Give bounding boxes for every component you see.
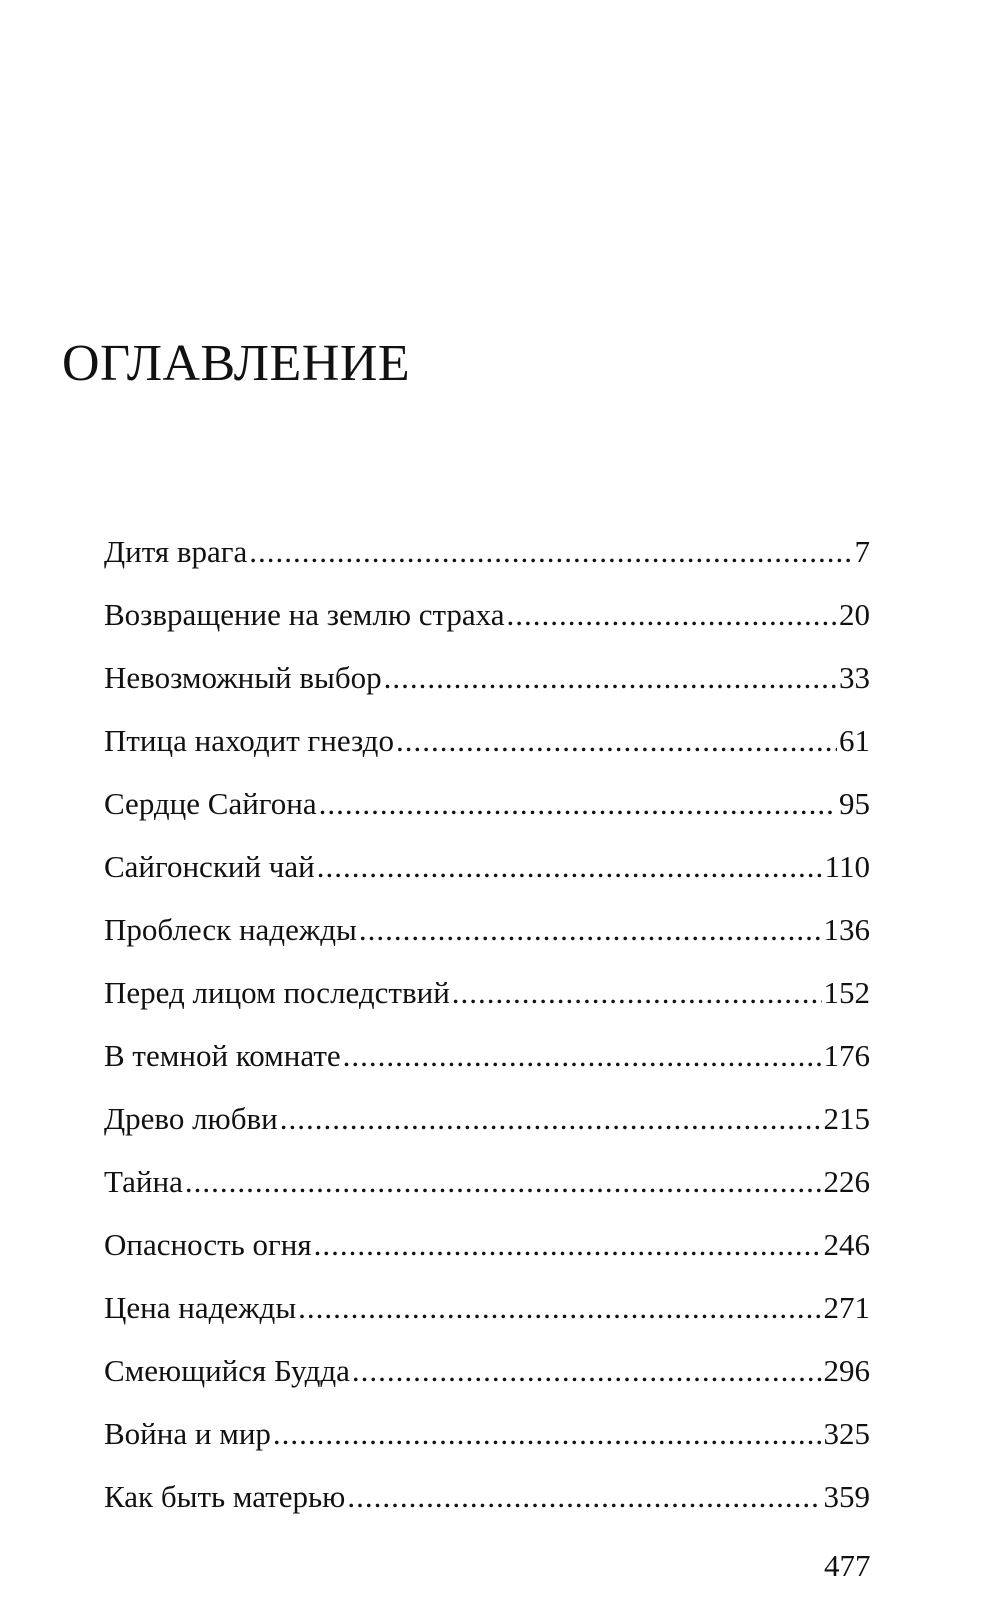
leader-dots [452,977,822,1008]
toc-entry [104,1103,870,1166]
toc-entry [104,914,870,977]
toc-entry [104,1292,870,1355]
toc-entry [104,977,870,1040]
toc-entry-page: 33 [839,660,870,695]
leader-dots [359,914,822,945]
toc-entry-title: Как быть матерью [104,1479,346,1514]
toc-entry [104,662,870,725]
leader-dots [396,725,837,756]
page-title: ОГЛАВЛЕНИЕ [62,335,411,392]
toc-entry-title: Сайгонский чай [104,849,315,884]
toc-entry [104,1355,870,1418]
leader-dots [319,788,837,819]
toc-entry-title: Невозможный выбор [104,660,382,695]
toc-entry-page: 152 [823,975,870,1010]
toc-entry [104,1166,870,1229]
toc-entry-page: 226 [823,1164,870,1199]
toc-entry-page: 20 [839,597,870,632]
leader-dots [507,599,837,630]
toc-entry-title: Опасность огня [104,1227,312,1262]
toc-entry-page: 176 [823,1038,870,1073]
toc-entry-title: Война и мир [104,1416,271,1451]
toc-entry [104,1418,870,1481]
toc-entry-page: 271 [823,1290,870,1325]
toc-entry-title: В темной комнате [104,1038,341,1073]
toc-entry [104,851,870,914]
page-number: 477 [824,1548,871,1583]
toc-entry-title: Проблеск надежды [104,912,357,947]
leader-dots [185,1166,822,1197]
toc-entry-page: 246 [823,1227,870,1262]
leader-dots [347,1481,821,1512]
toc-entry-page: 325 [823,1416,870,1451]
toc-entry [104,536,870,599]
toc-entry [104,1229,870,1292]
toc-entry-title: Птица находит гнездо [104,723,394,758]
toc-entry-page: 215 [823,1101,870,1136]
toc-entry [104,1481,870,1544]
leader-dots [343,1040,822,1071]
toc-entry [104,725,870,788]
toc-entry [104,599,870,662]
leader-dots [384,662,837,693]
toc-entry-title: Дитя врага [104,534,248,569]
table-of-contents [104,536,870,1544]
toc-entry-page: 7 [854,534,870,569]
toc-entry-title: Сердце Сайгона [104,786,317,821]
leader-dots [273,1418,822,1449]
toc-entry-page: 359 [823,1479,870,1514]
toc-entry-page: 110 [824,849,870,884]
toc-entry-title: Возвращение на землю страха [104,597,505,632]
leader-dots [280,1103,822,1134]
toc-entry [104,1040,870,1103]
toc-entry-page: 61 [839,723,870,758]
toc-entry-title: Тайна [104,1164,183,1199]
toc-entry-title: Цена надежды [104,1290,297,1325]
toc-entry-page: 136 [823,912,870,947]
toc-entry-page: 95 [839,786,870,821]
leader-dots [249,536,852,567]
toc-entry-title: Древо любви [104,1101,278,1136]
toc-entry-title: Смеющийся Будда [104,1353,350,1388]
toc-entry-page: 296 [823,1353,870,1388]
leader-dots [314,1229,822,1260]
toc-entry-title: Перед лицом последствий [104,975,450,1010]
leader-dots [352,1355,822,1386]
leader-dots [317,851,823,882]
toc-entry [104,788,870,851]
leader-dots [298,1292,821,1323]
